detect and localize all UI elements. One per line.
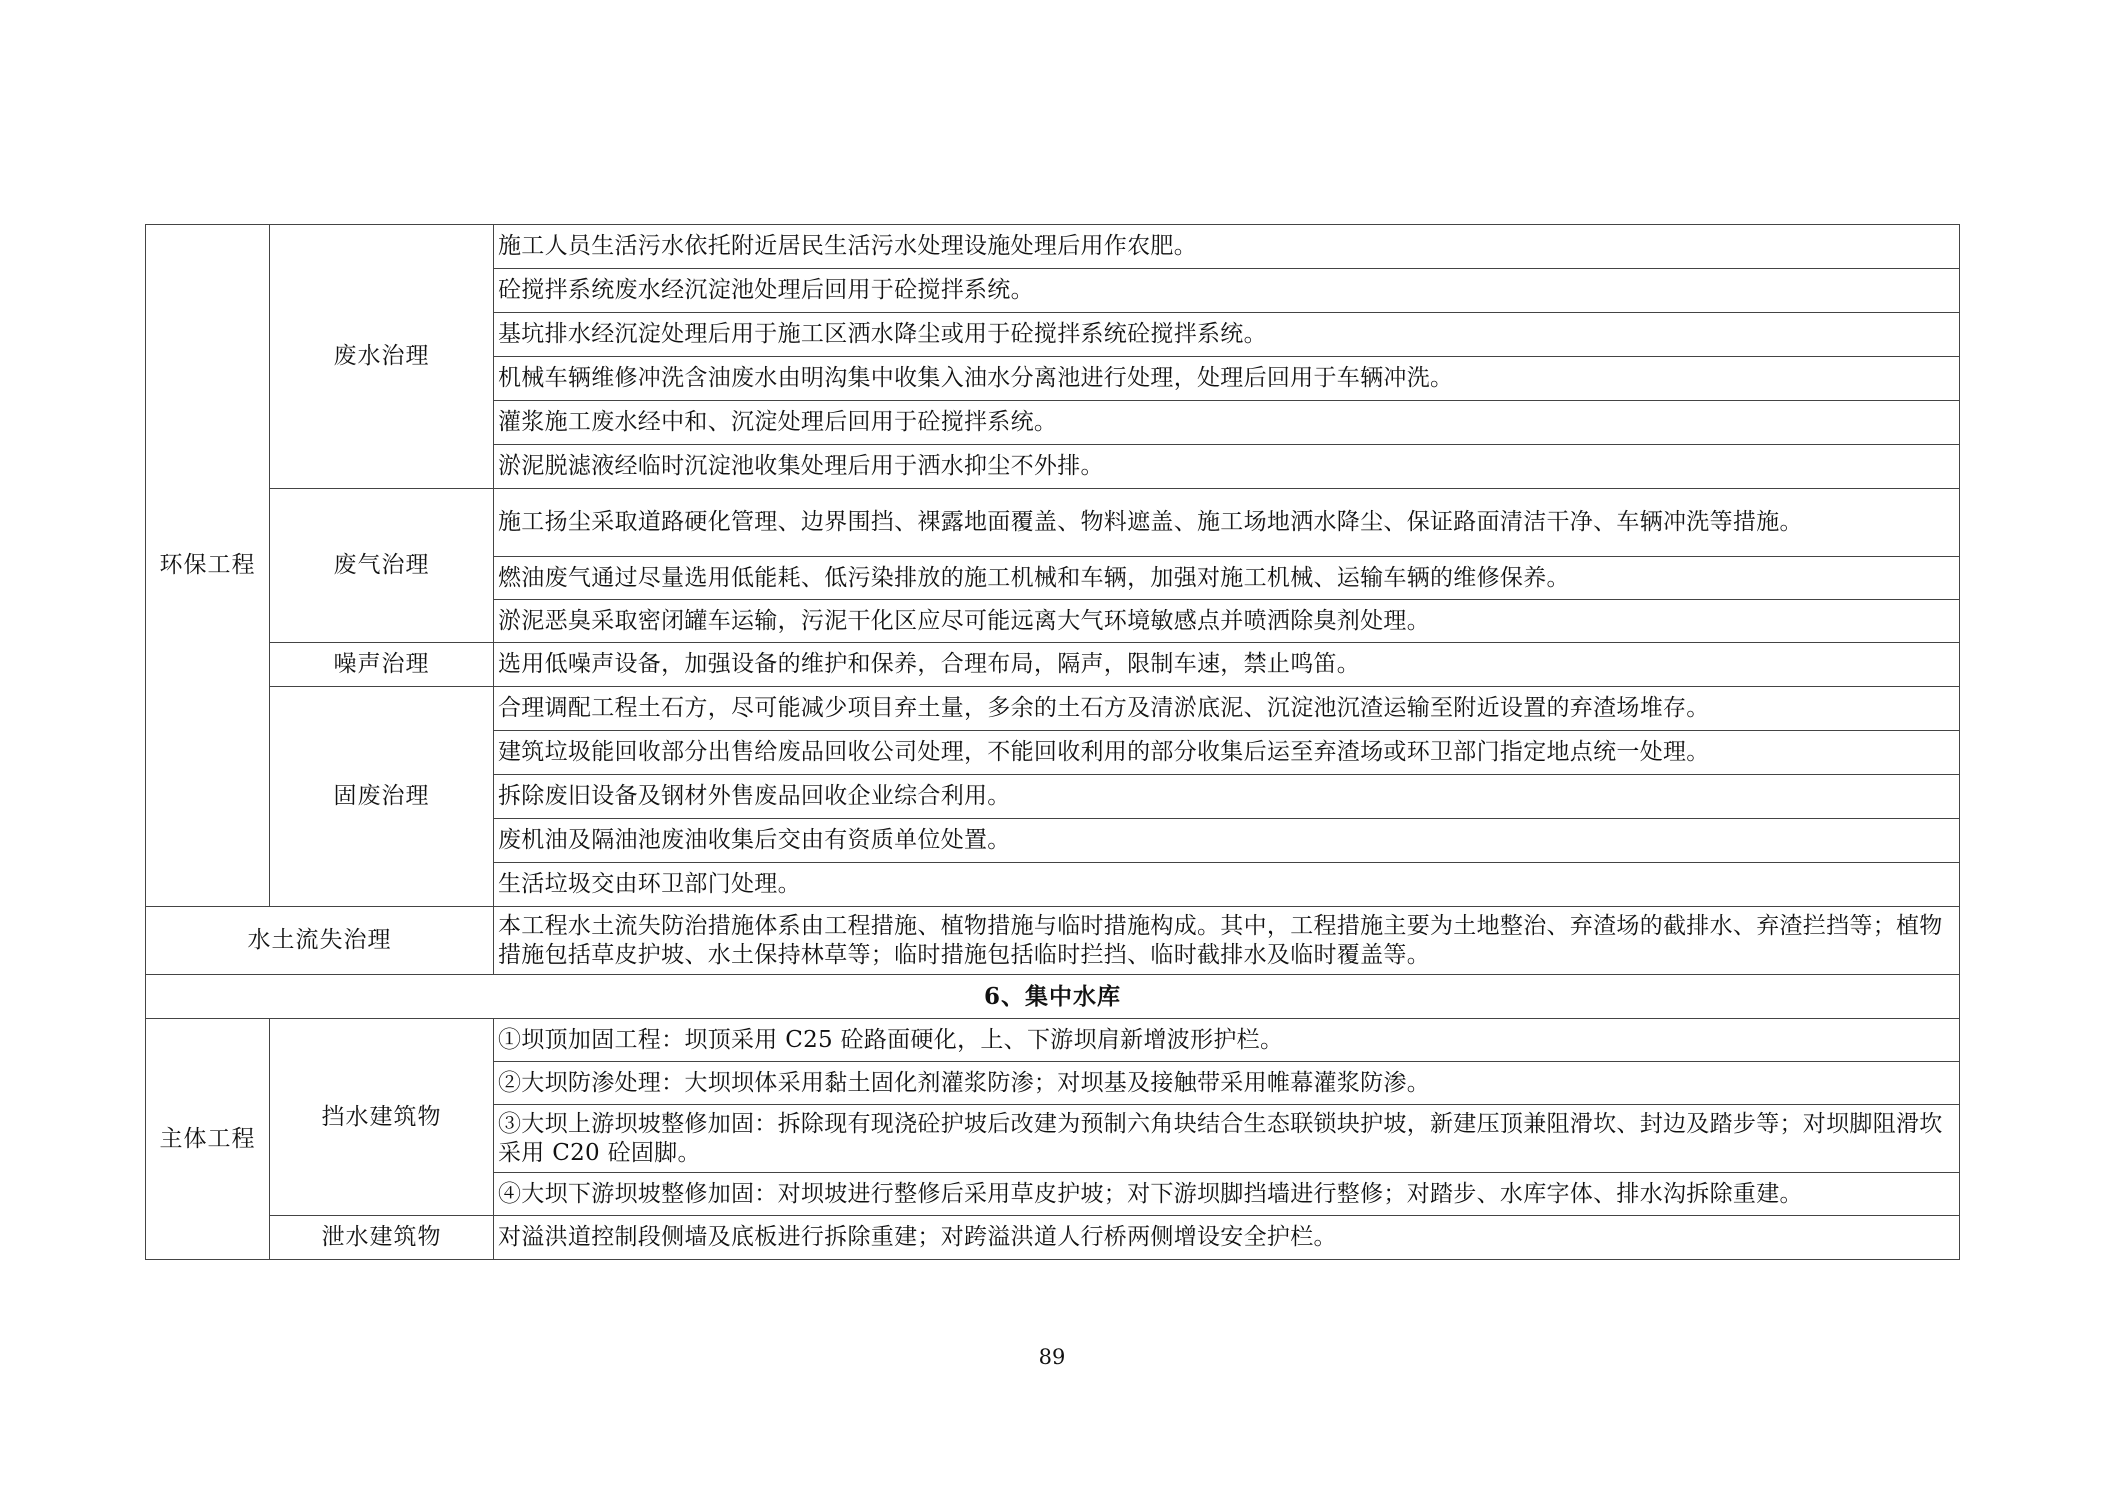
table-row xyxy=(146,1019,1960,1062)
table-row xyxy=(146,643,1960,687)
measure-text: 砼搅拌系统废水经沉淀池处理后回用于砼搅拌系统。 xyxy=(494,269,1960,313)
measure-text: ④大坝下游坝坡整修加固：对坝坡进行整修后采用草皮护坡；对下游坝脚挡墙进行整修；对踏步、水库字体、排水沟拆除重建。 xyxy=(494,1173,1960,1216)
measure-text: 机械车辆维修冲洗含油废水由明沟集中收集入油水分离池进行处理，处理后回用于车辆冲洗。 xyxy=(494,357,1960,401)
table-row xyxy=(146,489,1960,557)
measure-text: 灌浆施工废水经中和、沉淀处理后回用于砼搅拌系统。 xyxy=(494,401,1960,445)
category-main-works: 主体工程 xyxy=(146,1019,270,1260)
measure-text: 燃油废气通过尽量选用低能耗、低污染排放的施工机械和车辆，加强对施工机械、运输车辆的维修保养。 xyxy=(494,557,1960,600)
subcategory-spillway: 泄水建筑物 xyxy=(270,1216,494,1260)
measure-text: 建筑垃圾能回收部分出售给废品回收公司处理，不能回收利用的部分收集后运至弃渣场或环卫部门指定地点统一处理。 xyxy=(494,731,1960,775)
section-heading: 6、集中水库 xyxy=(146,975,1960,1019)
measure-text: ②大坝防渗处理：大坝坝体采用黏土固化剂灌浆防渗；对坝基及接触带采用帷幕灌浆防渗。 xyxy=(494,1062,1960,1105)
environmental-measures-table xyxy=(145,224,1960,1260)
measure-text: ①坝顶加固工程：坝顶采用 C25 砼路面硬化，上、下游坝肩新增波形护栏。 xyxy=(494,1019,1960,1062)
table-row xyxy=(146,225,1960,269)
measure-text: 拆除废旧设备及钢材外售废品回收企业综合利用。 xyxy=(494,775,1960,819)
measure-text: ③大坝上游坝坡整修加固：拆除现有现浇砼护坡后改建为预制六角块结合生态联锁块护坡，新建压顶兼阻滑坎、封边及踏步等；对坝脚阻滑坎采用 C20 砼固脚。 xyxy=(494,1105,1960,1173)
measure-text: 淤泥脱滤液经临时沉淀池收集处理后用于洒水抑尘不外排。 xyxy=(494,445,1960,489)
measure-text: 淤泥恶臭采取密闭罐车运输，污泥干化区应尽可能远离大气环境敏感点并喷洒除臭剂处理。 xyxy=(494,600,1960,643)
measure-text: 施工人员生活污水依托附近居民生活污水处理设施处理后用作农肥。 xyxy=(494,225,1960,269)
measure-text: 合理调配工程土石方，尽可能减少项目弃土量，多余的土石方及清淤底泥、沉淀池沉渣运输至附近设置的弃渣场堆存。 xyxy=(494,687,1960,731)
subcategory-water-retaining: 挡水建筑物 xyxy=(270,1019,494,1216)
category-environmental-engineering: 环保工程 xyxy=(146,225,270,907)
category-soil-erosion: 水土流失治理 xyxy=(146,907,494,975)
measure-text: 选用低噪声设备，加强设备的维护和保养，合理布局，隔声，限制车速，禁止鸣笛。 xyxy=(494,643,1960,687)
measure-text: 废机油及隔油池废油收集后交由有资质单位处置。 xyxy=(494,819,1960,863)
measure-text: 对溢洪道控制段侧墙及底板进行拆除重建；对跨溢洪道人行桥两侧增设安全护栏。 xyxy=(494,1216,1960,1260)
measure-text: 基坑排水经沉淀处理后用于施工区洒水降尘或用于砼搅拌系统砼搅拌系统。 xyxy=(494,313,1960,357)
subcategory-wastewater: 废水治理 xyxy=(270,225,494,489)
table-row xyxy=(146,975,1960,1019)
table-row xyxy=(146,1216,1960,1260)
subcategory-noise: 噪声治理 xyxy=(270,643,494,687)
measure-text: 生活垃圾交由环卫部门处理。 xyxy=(494,863,1960,907)
page-number: 89 xyxy=(1038,1345,1066,1369)
subcategory-solid-waste: 固废治理 xyxy=(270,687,494,907)
table-row xyxy=(146,687,1960,731)
measure-text: 本工程水土流失防治措施体系由工程措施、植物措施与临时措施构成。其中，工程措施主要为土地整治、弃渣场的截排水、弃渣拦挡等；植物措施包括草皮护坡、水土保持林草等；临时措施包括临时拦挡、临时截排水及临时覆盖等。 xyxy=(494,907,1960,975)
measure-text: 施工扬尘采取道路硬化管理、边界围挡、裸露地面覆盖、物料遮盖、施工场地洒水降尘、保证路面清洁干净、车辆冲洗等措施。 xyxy=(494,489,1960,557)
subcategory-exhaust-gas: 废气治理 xyxy=(270,489,494,643)
table-row xyxy=(146,907,1960,975)
